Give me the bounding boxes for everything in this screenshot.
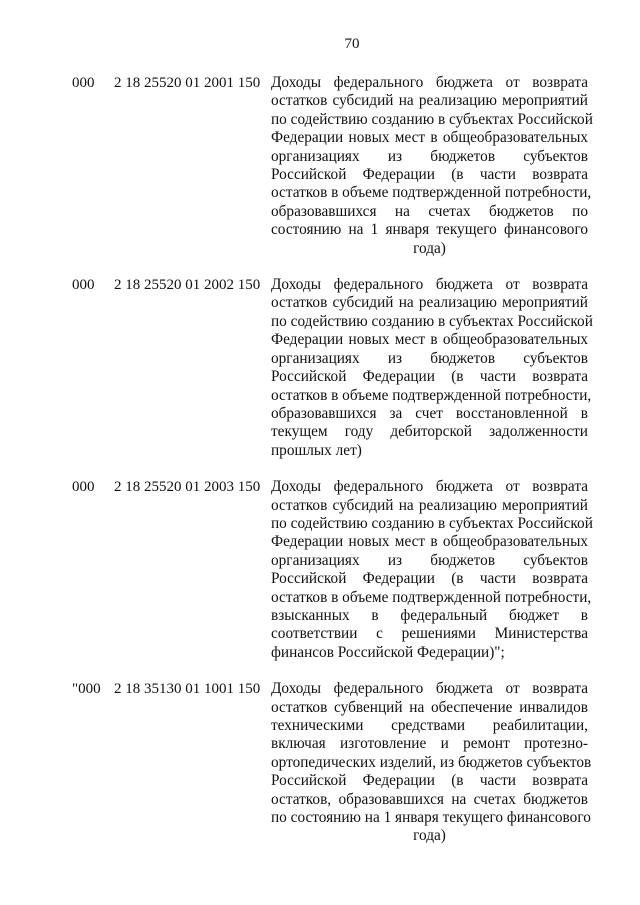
description-line: включая изготовление и ремонт протезно- [271,735,588,753]
admin-code: 000 [72,479,95,496]
description-line: Российской Федерации (в части возврата [271,166,588,184]
description-line: по содействию созданию в субъектах Российской [271,514,593,532]
description-line: финансов Российской Федерации)"; [271,643,505,661]
description-line: техническими средствами реабилитации, [271,717,588,734]
description-line: остатков в объеме подтвержденной потребности, [271,386,592,404]
description-line: года) [413,827,446,845]
entry-description [271,478,593,662]
description-line: Доходы федерального бюджета от возврата [271,680,588,698]
entry-description [271,276,593,460]
budget-code-entry [72,680,592,846]
description-line: Доходы федерального бюджета от возврата [271,276,588,294]
admin-code: "000 [72,681,101,698]
description-line: остатков в объеме подтвержденной потребности, [271,184,592,202]
description-line: образовавшихся на счетах бюджетов по [271,202,588,220]
description-line: года) [413,239,446,257]
kbk-code: 2 18 35130 01 1001 150 [114,681,261,698]
description-line: соответствии с решениями Министерства [271,625,588,643]
description-line: остатков субсидий на реализацию мероприятий [271,496,588,514]
budget-code-entry [72,276,592,460]
description-line: остатков в объеме подтвержденной потребности, [271,588,592,606]
page-number: 70 [344,36,360,52]
kbk-code: 2 18 25520 01 2002 150 [114,277,261,294]
description-line: взысканных в федеральный бюджет в [271,606,588,624]
description-line: Российской Федерации (в части возврата [271,772,588,790]
description-line: по содействию созданию в субъектах Российской [271,312,593,330]
description-line: по содействию созданию в субъектах Российской [271,110,593,128]
description-line: образовавшихся за счет восстановленной в [271,404,588,422]
description-line: организациях из бюджетов субъектов [271,349,588,367]
description-line: Доходы федерального бюджета от возврата [271,74,588,91]
entry-description [271,680,592,846]
kbk-code: 2 18 25520 01 2001 150 [114,75,261,91]
description-line: Федерации новых мест в общеобразовательных [271,331,588,349]
description-line: Доходы федерального бюджета от возврата [271,478,588,496]
budget-code-list [72,74,592,864]
entry-description [271,74,593,258]
description-line: текущем году дебиторской задолженности [271,423,588,441]
budget-code-entry [72,478,592,662]
kbk-code: 2 18 25520 01 2003 150 [114,479,261,496]
description-line: прошлых лет) [271,441,362,459]
budget-code-entry [72,74,592,258]
description-line: организациях из бюджетов субъектов [271,551,588,569]
description-line: Федерации новых мест в общеобразовательных [271,533,588,551]
admin-code: 000 [72,75,95,91]
description-line: остатков субсидий на реализацию мероприятий [271,92,588,110]
description-line: остатков, образовавшихся на счетах бюджетов [271,790,588,808]
description-line: состоянию на 1 января текущего финансового [271,221,588,239]
description-line: Российской Федерации (в части возврата [271,570,588,588]
description-line: остатков субвенций на обеспечение инвалидов [271,698,588,716]
description-line: Российской Федерации (в части возврата [271,368,588,386]
description-line: по состоянию на 1 января текущего финансового [271,809,591,827]
description-line: остатков субсидий на реализацию мероприятий [271,294,588,312]
description-line: организациях из бюджетов субъектов [271,147,588,165]
admin-code: 000 [72,277,95,294]
description-line: Федерации новых мест в общеобразовательных [271,129,588,147]
description-line: ортопедических изделий, из бюджетов субъектов [271,753,592,771]
